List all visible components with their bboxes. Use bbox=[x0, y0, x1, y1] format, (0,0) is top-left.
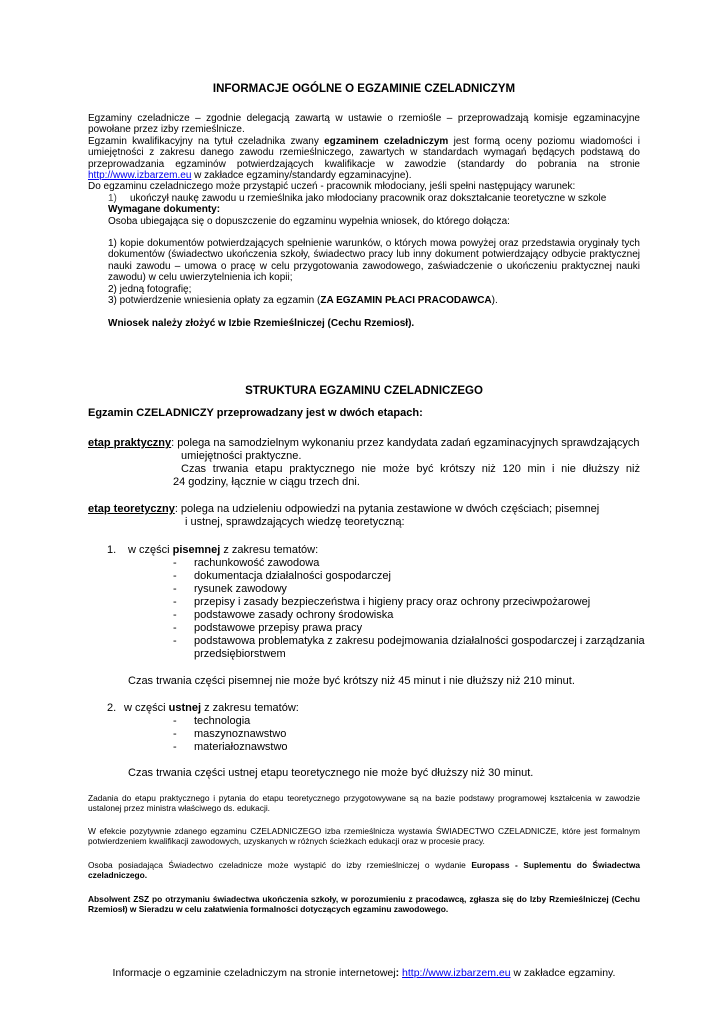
topic-text: technologia bbox=[194, 715, 251, 727]
practical-stage-line-2: umiejętności praktyczne. bbox=[181, 450, 302, 462]
doc-item-3 bbox=[88, 295, 640, 306]
dash-marker: - bbox=[173, 609, 177, 621]
dash-marker: - bbox=[173, 715, 177, 727]
fee-note-bold: ZA EGZAMIN PŁACI PRACODAWCA bbox=[320, 295, 492, 307]
footer-link[interactable]: http://www.izbarzem.eu bbox=[402, 967, 511, 979]
oral-part-number: 2. bbox=[107, 702, 117, 714]
docs-intro: Osoba ubiegająca się o dopuszczenie do egzaminu wypełnia wniosek, do którego dołącza: bbox=[108, 215, 510, 227]
topic-text: podstawowe przepisy prawa pracy bbox=[194, 622, 363, 634]
note-3 bbox=[88, 860, 640, 880]
theory-stage-text: : polega na udzieleniu odpowiedzi na pytania zestawione w dwóch częściach; pisemnej bbox=[174, 503, 600, 515]
written-time: Czas trwania części pisemnej nie może być krótszy niż 45 minut i nie dłuższy niż 210 minut. bbox=[128, 675, 575, 687]
intro-text: w zakładce egzaminy/standardy egzaminacyjne). bbox=[191, 170, 412, 182]
doc-item-2: 2) jedną fotografię; bbox=[108, 283, 192, 295]
dash-marker: - bbox=[173, 728, 177, 740]
footer-text: Informacje o egzaminie czeladniczym na stronie internetowej bbox=[112, 967, 396, 979]
theory-stage-label: etap teoretyczny bbox=[88, 503, 175, 515]
dash-marker: - bbox=[173, 557, 177, 569]
docs-heading: Wymagane dokumenty: bbox=[108, 204, 221, 216]
topic-text: dokumentacja działalności gospodarczej bbox=[194, 570, 391, 582]
page-title: INFORMACJE OGÓLNE O EGZAMINIE CZELADNICZYM bbox=[212, 83, 516, 95]
condition-item bbox=[88, 193, 640, 204]
submit-note: Wniosek należy złożyć w Izbie Rzemieślniczej (Cechu Rzemiosł). bbox=[108, 317, 415, 329]
standards-link[interactable]: http://www.izbarzem.eu bbox=[88, 170, 192, 182]
note-2: W efekcie pozytywnie zdanego egzaminu CZELADNICZEGO izba rzemieślnicza wystawia ŚWIADECTWO CZELADNICZE, które jest formalnym potwierdzeniem kwalifikacji zawodowych, uzyskanych w różnych ścieżkach edukacji oraz w procesie pracy. bbox=[88, 826, 640, 846]
topic-text: przedsiębiorstwem bbox=[194, 648, 286, 660]
dash-marker: - bbox=[173, 570, 177, 582]
doc-item-3-text: 3) potwierdzenie wniesienia opłaty za egzamin ( bbox=[108, 295, 321, 307]
topic-text: rysunek zawodowy bbox=[194, 583, 287, 595]
topic-text: materiałoznawstwo bbox=[194, 741, 288, 753]
footer-text-end: w zakładce egzaminy. bbox=[510, 967, 616, 979]
note-3-text: Osoba posiadająca Świadectwo czeladnicze może wystąpić do izby rzemieślniczej o wydanie bbox=[88, 860, 472, 870]
oral-part-heading bbox=[124, 702, 524, 715]
topic-text: podstawowe zasady ochrony środowiska bbox=[194, 609, 394, 621]
topic-text: podstawowa problematyka z zakresu podejmowania działalności gospodarczej i zarządzania bbox=[194, 635, 645, 647]
intro-paragraph-2 bbox=[88, 136, 640, 182]
intro-paragraph-3: Do egzaminu czeladniczego może przystąpić uczeń - pracownik młodociany, jeśli spełni następujący warunek: bbox=[88, 181, 576, 193]
europass-bold: Europass - Suplementu do Świadectwa czeladniczego. bbox=[88, 860, 640, 880]
structure-subtitle: Egzamin CZELADNICZY przeprowadzany jest w dwóch etapach: bbox=[88, 407, 423, 419]
dash-marker: - bbox=[173, 622, 177, 634]
practical-stage-label: etap praktyczny bbox=[88, 437, 172, 449]
theory-stage-line-2: i ustnej, sprawdzających wiedzę teoretyczną: bbox=[185, 516, 405, 528]
oral-time: Czas trwania części ustnej etapu teoretycznego nie może być dłuższy niż 30 minut. bbox=[128, 767, 534, 779]
exam-name-bold: egzaminem czeladniczym bbox=[324, 135, 449, 147]
note-4: Absolwent ZSZ po otrzymaniu świadectwa ukończenia szkoły, w porozumieniu z pracodawcą, zgłasza się do Izby Rzemieślniczej (Cechu Rzemiosł) w Sieradzu w celu załatwienia formalności dotyczących egzaminu zawodowego. bbox=[88, 894, 640, 914]
practical-time-line-1: Czas trwania etapu praktycznego nie może być krótszy niż 120 min i nie dłuższy niż bbox=[181, 463, 640, 475]
theory-stage-line-1 bbox=[88, 503, 640, 516]
topic-text: przepisy i zasady bezpieczeństwa i higieny pracy oraz ochrony przeciwpożarowej bbox=[194, 596, 591, 608]
intro-section bbox=[88, 113, 640, 329]
dash-marker: - bbox=[173, 741, 177, 753]
footer-colon: : bbox=[395, 967, 400, 979]
doc-item-1: 1) kopie dokumentów potwierdzających spełnienie warunków, o których mowa powyżej oraz przedstawia oryginały tych dokumentów (świadectwo ukończenia szkoły, świadectwo pracy lub inny dokument potwierdzający odbycie praktycznej nauki zawodu – umowa o pracę w celu przygotowania zawodowego, zaświadczenie o ukończeniu praktycznej nauki zawodu) w celu uwierzytelnienia ich kopii; bbox=[108, 238, 640, 284]
oral-part-text-end: z zakresu tematów: bbox=[201, 702, 299, 714]
practical-stage-text: : polega na samodzielnym wykonaniu przez kandydata zadań egzaminacyjnych sprawdzających bbox=[171, 437, 640, 449]
condition-number: 1) bbox=[108, 192, 117, 204]
note-1: Zadania do etapu praktycznego i pytania do etapu teoretycznego przygotowywane są na bazie podstawy programowej kształcenia w zawodzie ustalonej przez ministra właściwego ds. edukacji. bbox=[88, 793, 640, 813]
practical-stage-line-1 bbox=[88, 437, 640, 450]
doc-item-3-end: ). bbox=[491, 295, 498, 307]
dash-marker: - bbox=[173, 635, 177, 647]
footer bbox=[88, 967, 640, 979]
dash-marker: - bbox=[173, 596, 177, 608]
topic-text: rachunkowość zawodowa bbox=[194, 557, 320, 569]
oral-bold: ustnej bbox=[168, 702, 202, 714]
intro-text: Egzamin kwalifikacyjny na tytuł czeladnika zwany bbox=[88, 135, 325, 147]
written-part-heading bbox=[128, 544, 528, 557]
condition-text: ukończył naukę zawodu u rzemieślnika jako młodociany pracownik oraz dokształcanie teoretyczne w szkole bbox=[130, 192, 607, 204]
structure-title: STRUKTURA EGZAMINU CZELADNICZEGO bbox=[245, 385, 483, 397]
written-bold: pisemnej bbox=[172, 544, 221, 556]
intro-paragraph-1: Egzaminy czeladnicze – zgodnie delegacją zawartą w ustawie o rzemiośle – przeprowadzają komisje egzaminacyjne powołane przez izby rzemieślnicze. bbox=[88, 113, 640, 136]
written-part-text: w części bbox=[128, 544, 173, 556]
oral-part-text: w części bbox=[124, 702, 169, 714]
written-part-text-end: z zakresu tematów: bbox=[220, 544, 319, 556]
written-part-number: 1. bbox=[107, 544, 117, 556]
practical-time-line-2: 24 godziny, łącznie w ciągu trzech dni. bbox=[173, 476, 360, 488]
dash-marker: - bbox=[173, 583, 177, 595]
intro-text: jest formą oceny poziomu wiadomości i umiejętności z zakresu danego zawodu rzemieślniczego, zawartych w standardach wymagań będących podstawą do przeprowadzania egzaminów potwierdzających kwalifikacje w zawodzie (standardy do pobrania na stronie bbox=[88, 135, 640, 170]
topic-text: maszynoznawstwo bbox=[194, 728, 287, 740]
